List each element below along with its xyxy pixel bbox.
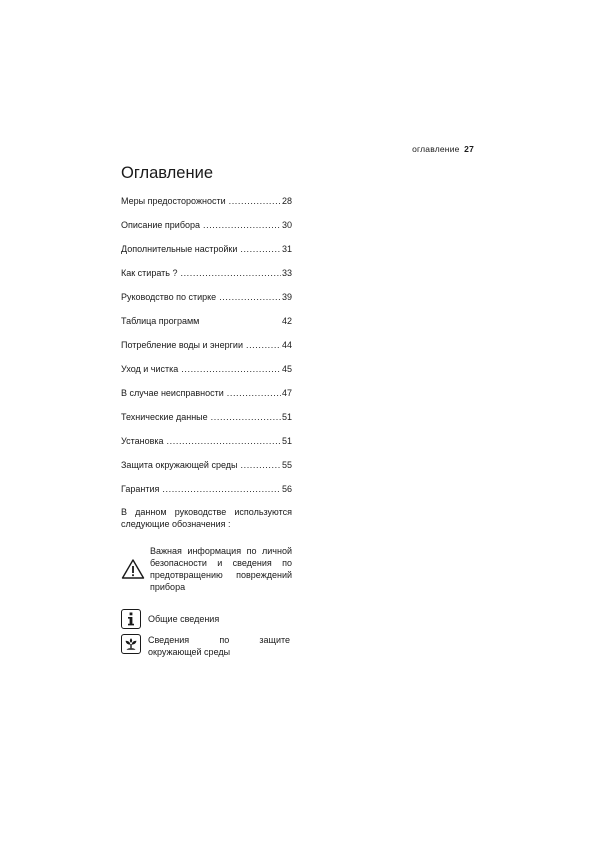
toc-leader-dots [181, 363, 281, 375]
toc-leader-dots [240, 243, 281, 255]
toc-leader-dots [162, 483, 281, 495]
toc-entry[interactable] [121, 195, 292, 219]
legend-info [121, 609, 290, 629]
toc-entry[interactable] [121, 483, 292, 507]
toc-leader-dots [229, 195, 281, 207]
toc-entry-label: Гарантия [121, 484, 160, 494]
toc-entry-label: Дополнительные настройки [121, 244, 238, 254]
toc-entry-label: Меры предосторожности [121, 196, 226, 206]
legend-environment-text: Сведения по защите окружающей среды [148, 635, 290, 657]
toc-entry[interactable] [121, 267, 292, 291]
table-of-contents [121, 195, 292, 507]
legend-info-text: Общие сведения [148, 614, 220, 624]
toc-entry-label: Установка [121, 436, 164, 446]
toc-entry-label: Таблица программ [121, 316, 200, 326]
toc-entry-label: Руководство по стирке [121, 292, 217, 302]
toc-leader-dots [246, 339, 281, 351]
toc-leader-dots [211, 411, 281, 423]
toc-entry-page: 33 [281, 268, 292, 278]
toc-leader-dots [227, 387, 281, 399]
toc-entry[interactable] [121, 363, 292, 387]
toc-entry-page: 30 [281, 220, 292, 230]
toc-entry-label: Как стирать ? [121, 268, 178, 278]
toc-entry-page: 56 [281, 484, 292, 494]
toc-entry-label: Уход и чистка [121, 364, 179, 374]
toc-leader-dots [167, 435, 281, 447]
toc-entry[interactable] [121, 435, 292, 459]
toc-entry-page: 51 [281, 436, 292, 446]
toc-entry[interactable] [121, 411, 292, 435]
toc-leader-dots [219, 291, 281, 303]
toc-entry-page: 55 [281, 460, 292, 470]
info-icon [121, 609, 141, 629]
running-header [412, 144, 474, 154]
warning-triangle-icon [121, 558, 145, 580]
header-section-label: оглавление [412, 144, 460, 154]
toc-leader-dots [180, 267, 281, 279]
toc-entry-page: 42 [281, 316, 292, 326]
toc-leader-dots [241, 459, 281, 471]
legend-intro: В данном руководстве используются следующие обозначения : [121, 507, 292, 529]
toc-entry-page: 47 [281, 388, 292, 398]
toc-entry[interactable] [121, 243, 292, 267]
toc-entry-page: 28 [281, 196, 292, 206]
toc-entry[interactable] [121, 291, 292, 315]
header-page-number: 27 [464, 144, 474, 154]
environment-flower-icon [121, 634, 141, 654]
toc-entry-label: Потребление воды и энергии [121, 340, 243, 350]
toc-entry-page: 44 [281, 340, 292, 350]
legend-warning-text: Важная информация по личной безопасности и сведения по предотвращению повреждений прибора [150, 546, 292, 592]
legend-environment [121, 634, 290, 658]
toc-leader-dots [203, 219, 281, 231]
toc-entry[interactable] [121, 219, 292, 243]
toc-entry[interactable] [121, 315, 292, 339]
toc-entry-label: В случае неисправности [121, 388, 224, 398]
toc-entry-page: 39 [281, 292, 292, 302]
toc-entry-label: Описание прибора [121, 220, 200, 230]
toc-entry-page: 51 [281, 412, 292, 422]
toc-entry[interactable] [121, 339, 292, 363]
toc-entry-page: 31 [281, 244, 292, 254]
toc-entry-page: 45 [281, 364, 292, 374]
legend-warning [121, 545, 292, 593]
toc-entry-label: Технические данные [121, 412, 208, 422]
page-title: Оглавление [121, 164, 213, 182]
toc-entry[interactable] [121, 387, 292, 411]
toc-entry[interactable] [121, 459, 292, 483]
toc-entry-label: Защита окружающей среды [121, 460, 238, 470]
